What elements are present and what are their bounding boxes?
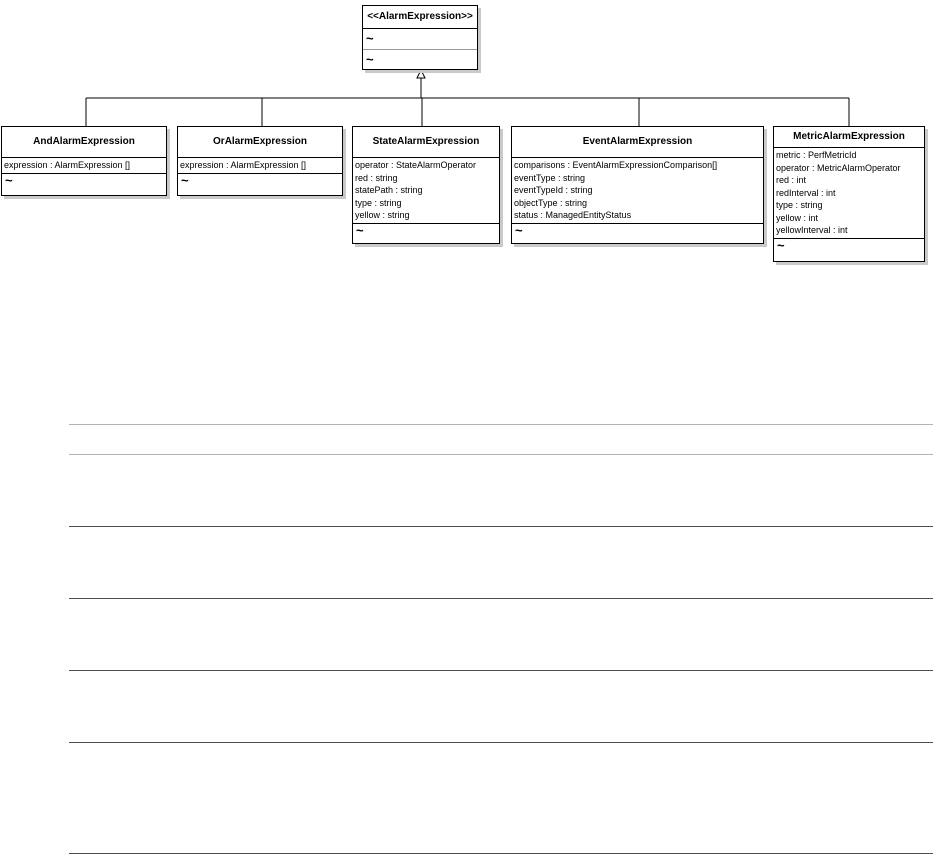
attribute-list bbox=[353, 158, 499, 224]
attribute: expression : AlarmExpression [] bbox=[4, 160, 131, 170]
attribute: yellow : int bbox=[776, 212, 819, 223]
table-rule-header-top bbox=[69, 424, 933, 425]
attribute-list bbox=[178, 158, 342, 174]
interface-section-1: ~ bbox=[363, 29, 477, 50]
attribute: operator : MetricAlarmOperator bbox=[776, 162, 901, 173]
class-state-alarm-expression bbox=[352, 126, 500, 244]
attribute: yellowInterval : int bbox=[776, 225, 848, 235]
attribute: comparisons : EventAlarmExpressionComparison[] bbox=[514, 160, 718, 170]
table-row-divider bbox=[69, 853, 933, 854]
generalization-arrowhead bbox=[417, 70, 425, 78]
class-name: OrAlarmExpression bbox=[178, 127, 342, 158]
class-name: EventAlarmExpression bbox=[512, 127, 763, 158]
class-and-alarm-expression bbox=[1, 126, 167, 196]
table-rule-header-bottom bbox=[69, 454, 933, 455]
attribute: statePath : string bbox=[355, 185, 423, 195]
attribute: operator : StateAlarmOperator bbox=[355, 160, 477, 170]
attribute: yellow : string bbox=[355, 210, 410, 220]
attribute: red : string bbox=[355, 172, 398, 183]
attribute: eventTypeId : string bbox=[514, 185, 593, 195]
operations: ~ bbox=[515, 222, 523, 238]
operations: ~ bbox=[356, 222, 364, 238]
attribute: expression : AlarmExpression [] bbox=[180, 160, 307, 170]
attribute: redInterval : int bbox=[776, 187, 836, 198]
interface-name: <<AlarmExpression>> bbox=[363, 6, 477, 29]
interface-section-2: ~ bbox=[366, 52, 374, 67]
class-or-alarm-expression bbox=[177, 126, 343, 196]
class-name: AndAlarmExpression bbox=[2, 127, 166, 158]
operations: ~ bbox=[5, 172, 13, 188]
class-name: MetricAlarmExpression bbox=[774, 127, 924, 148]
table-row-divider bbox=[69, 598, 933, 599]
attribute: status : ManagedEntityStatus bbox=[514, 210, 632, 220]
class-name: StateAlarmExpression bbox=[353, 127, 499, 158]
attribute: objectType : string bbox=[514, 197, 588, 208]
attribute: red : int bbox=[776, 175, 807, 185]
attribute-list bbox=[512, 158, 763, 224]
table-row-divider bbox=[69, 742, 933, 743]
operations: ~ bbox=[181, 172, 189, 188]
operations: ~ bbox=[777, 237, 785, 253]
attribute-list bbox=[774, 148, 924, 239]
class-metric-alarm-expression bbox=[773, 126, 925, 262]
attribute-list bbox=[2, 158, 166, 174]
attribute: eventType : string bbox=[514, 172, 586, 183]
attribute: type : string bbox=[355, 197, 402, 208]
attribute: metric : PerfMetricId bbox=[776, 150, 857, 160]
table-row-divider bbox=[69, 670, 933, 671]
table-row-divider bbox=[69, 526, 933, 527]
interface-alarm-expression bbox=[362, 5, 478, 70]
attribute: type : string bbox=[776, 200, 823, 210]
class-event-alarm-expression bbox=[511, 126, 764, 244]
